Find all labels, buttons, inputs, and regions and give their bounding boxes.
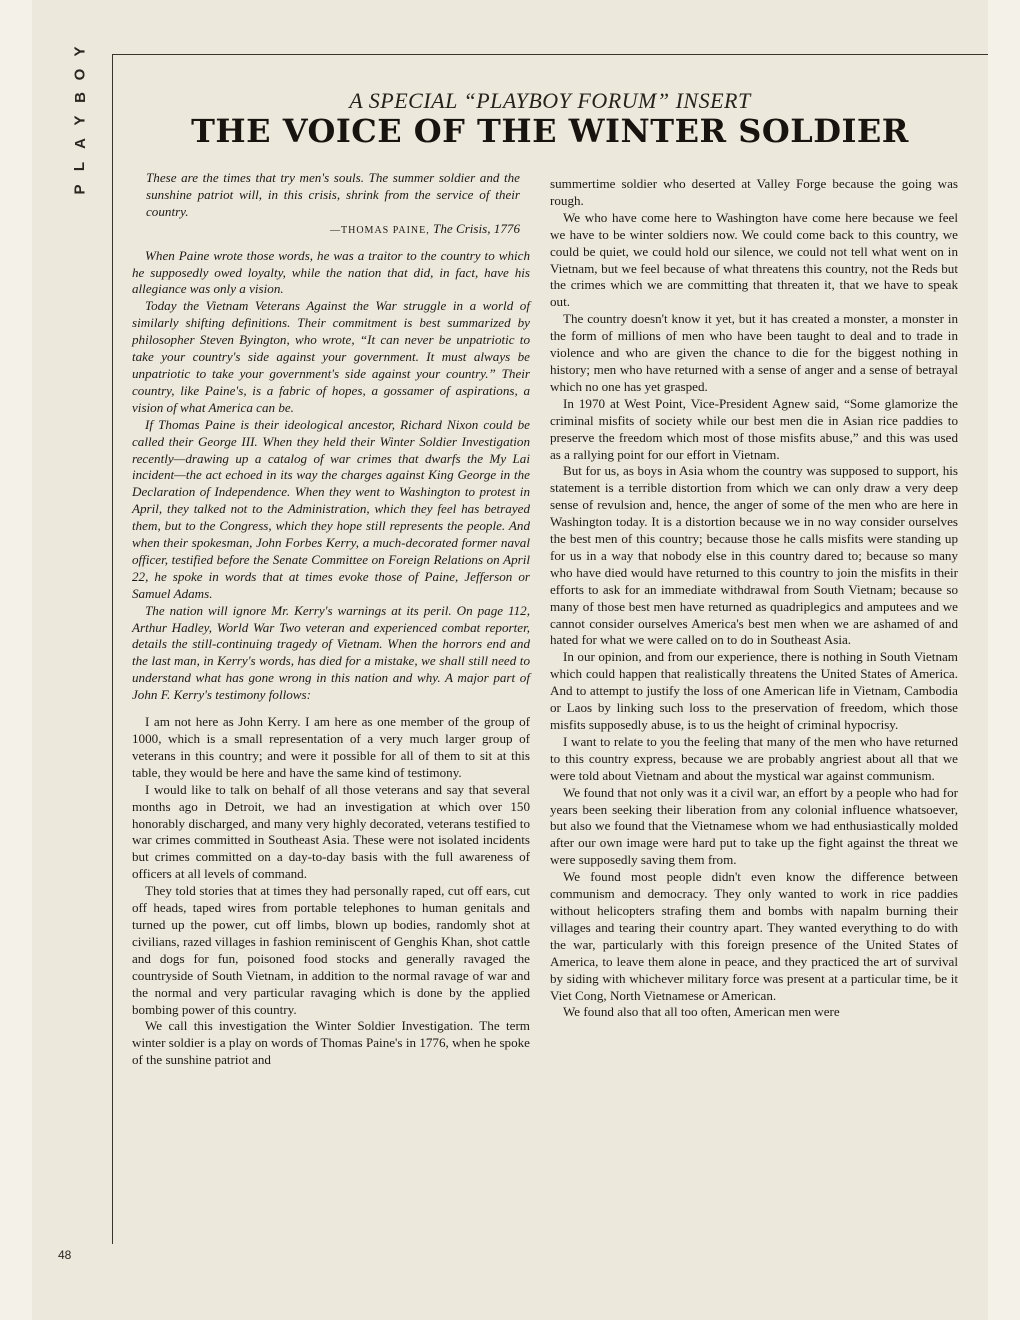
- spine-letter: O: [71, 68, 89, 81]
- kicker: A SPECIAL “PLAYBOY FORUM” INSERT: [349, 88, 751, 113]
- epigraph-attribution: [132, 221, 530, 240]
- page-number: 48: [58, 1248, 72, 1262]
- epigraph-source: The Crisis, 1776: [433, 220, 520, 236]
- intro-paragraph: If Thomas Paine is their ideological ancestor, Richard Nixon could be called their George III. When they held their Winter Soldier Investigation recently—drawing up a catalog of war crimes that dwarfs the My Lai incident—the act echoed in its way the charges against King George in the Declaration of Independence. When they went to Washington to protest in April, they talked not to the Administration, which they feel has betrayed them, but to the Congress, which they hope still represents the people. And when their spokesman, John Forbes Kerry, a much-decorated former naval officer, testified before the Senate Committee on Foreign Relations on April 22, he spoke in words that at times evoke those of Paine, Jefferson or Samuel Adams.: [132, 416, 530, 601]
- testimony-paragraph: I am not here as John Kerry. I am here as one member of the group of 1000, which is a small representation of a very much larger group of veterans in this country; and were it possible for all of them to sit at this table, they would be here and have the same kind of testimony.: [132, 714, 530, 780]
- spine-letter: L: [71, 161, 89, 172]
- article-title: THE VOICE OF THE WINTER SOLDIER: [191, 112, 909, 150]
- testimony-paragraph: In 1970 at West Point, Vice-President Agnew said, “Some glamorize the criminal misfits of society while our best men die in Asian rice paddies to preserve the freedom which most of those misfits abuse,” and this was used as a rallying point for our effort in Vietnam.: [550, 395, 958, 462]
- spine-letter: A: [71, 138, 89, 149]
- testimony-paragraph: We who have come here to Washington have come here because we feel we have to be winter soldiers now. We could come back to this country, we could be quiet, we could hold our silence, we could not tell what went on in Vietnam, but we feel because of what threatens this country, not the Reds but the crimes which we are committing that threaten it, that we have to speak out.: [550, 209, 958, 310]
- testimony-paragraph: I want to relate to you the feeling that many of the men who have returned to this country express, because we are probably angriest about all that we were told about Vietnam and about the mystical war against communism.: [550, 733, 958, 783]
- spine-letter: Y: [71, 46, 89, 57]
- testimony-paragraph: We found most people didn't even know the difference between communism and democracy. They only wanted to work in rice paddies without helicopters strafing them and bombs with napalm burning their villages and tearing their country apart. They wanted everything to do with the war, particularly with this foreign presence of the United States of America, to leave them alone in peace, and they practiced the art of survival by siding with whichever military force was present at a particular time, be it Viet Cong, North Vietnamese or American.: [550, 869, 958, 1003]
- testimony-paragraph: In our opinion, and from our experience, there is nothing in South Vietnam which could happen that realistically threatens the United States of America. And to attempt to justify the loss of one American life in Vietnam, Cambodia or Laos by linking such loss to the preservation of freedom, which those misfits supposedly abuse, is to us the height of criminal hypocrisy.: [550, 649, 958, 732]
- intro: [132, 170, 530, 704]
- spine-letter: Y: [71, 115, 89, 126]
- intro-paragraph: Today the Vietnam Veterans Against the War struggle in a world of similarly shifting definitions. Their commitment is best summarized by philosopher Steven Byington, who wrote, “It can never be unpatriotic to take your country's side against your government. It must always be unpatriotic to take your government's side against your country.” Their country, like Paine's, is a fabric of hopes, a gossamer of aspirations, a vision of what America can be.: [132, 298, 530, 415]
- epigraph-author: —THOMAS PAINE,: [330, 224, 430, 236]
- intro-paragraph: When Paine wrote those words, he was a traitor to the country to which he supposedly owed loyalty, while the nation that did, in fact, have his allegiance was only a vision.: [132, 247, 530, 297]
- spine-masthead: [60, 40, 100, 201]
- testimony-paragraph: I would like to talk on behalf of all those veterans and say that several months ago in Detroit, we had an investigation at which over 150 honorably discharged, and many very highly decorated, veterans testified to war crimes committed in Southeast Asia. These were not isolated incidents but crimes committed on a day-to-day basis with the full awareness of officers at all levels of command.: [132, 781, 530, 882]
- testimony-paragraph: They told stories that at times they had personally raped, cut off ears, cut off heads, taped wires from portable telephones to human genitals and turned up the power, cut off limbs, blown up bodies, randomly shot at civilians, razed villages in fashion reminiscent of Genghis Khan, shot cattle and dogs for fun, poisoned food stocks and generally ravaged the countryside of South Vietnam, in addition to the normal ravage of war and the normal and very particular ravaging which is done by the applied bombing power of this country.: [132, 883, 530, 1017]
- testimony-paragraph: We found also that all too often, American men were: [563, 1004, 840, 1020]
- testimony-paragraph: We found that not only was it a civil war, an effort by a people who had for years been seeking their liberation from any colonial influence whatsoever, but also we found that the Vietnamese whom we had enthusiastically molded after our own image were hard put to take up the fight against the threat we were supposedly saving them from.: [550, 784, 958, 868]
- frame-rule-top: [112, 54, 988, 55]
- left-column: [132, 170, 530, 1069]
- testimony-left: [132, 714, 530, 1069]
- right-column: [550, 176, 958, 1021]
- testimony-paragraph: But for us, as boys in Asia whom the country was supposed to support, his statement is a terrible distortion from which we can only draw a very deep sense of revulsion and, hence, the anger of some of the men who are here in Washington today. It is a distortion because we in no way consider ourselves the best men of this country; because those he calls misfits were standing up for us in a way that nobody else in this country dared to; because so many who have died would have returned to this country to join the misfits in their efforts to ask for an immediate withdrawal from South Vietnam; because so many of those best men have returned as quadriplegics and amputees and we cannot consider ourselves America's best men when we are ashamed of and hated for what we were called on to do in Southeast Asia.: [550, 463, 958, 648]
- testimony-paragraph: The country doesn't know it yet, but it has created a monster, a monster in the form of millions of men who have been taught to deal and to trade in violence and who are given the chance to die for the biggest nothing in history; men who have returned with a sense of anger and a sense of betrayal which no one has yet grasped.: [550, 311, 958, 394]
- spine-letter: B: [71, 92, 89, 103]
- frame-rule-left: [112, 54, 113, 1244]
- testimony-paragraph: We call this investigation the Winter Soldier Investigation. The term winter soldier is a play on words of Thomas Paine's in 1776, when he spoke of the sunshine patriot and: [132, 1018, 530, 1068]
- spine-letter: P: [71, 184, 89, 195]
- testimony-paragraph: summertime soldier who deserted at Valley Forge because the going was rough.: [550, 176, 958, 208]
- intro-paragraph: The nation will ignore Mr. Kerry's warnings at its peril. On page 112, Arthur Hadley, World War Two veteran and experienced combat reporter, details the still-continuing tragedy of Vietnam. When the horrors end and the last man, in Kerry's words, has died for a mistake, we shall still need to understand what has gone wrong in this nation and why. A major part of John F. Kerry's testimony follows:: [132, 602, 530, 703]
- epigraph-quote: These are the times that try men's souls. The summer soldier and the sunshine patriot will, in this crisis, shrink from the service of their country.: [146, 170, 520, 219]
